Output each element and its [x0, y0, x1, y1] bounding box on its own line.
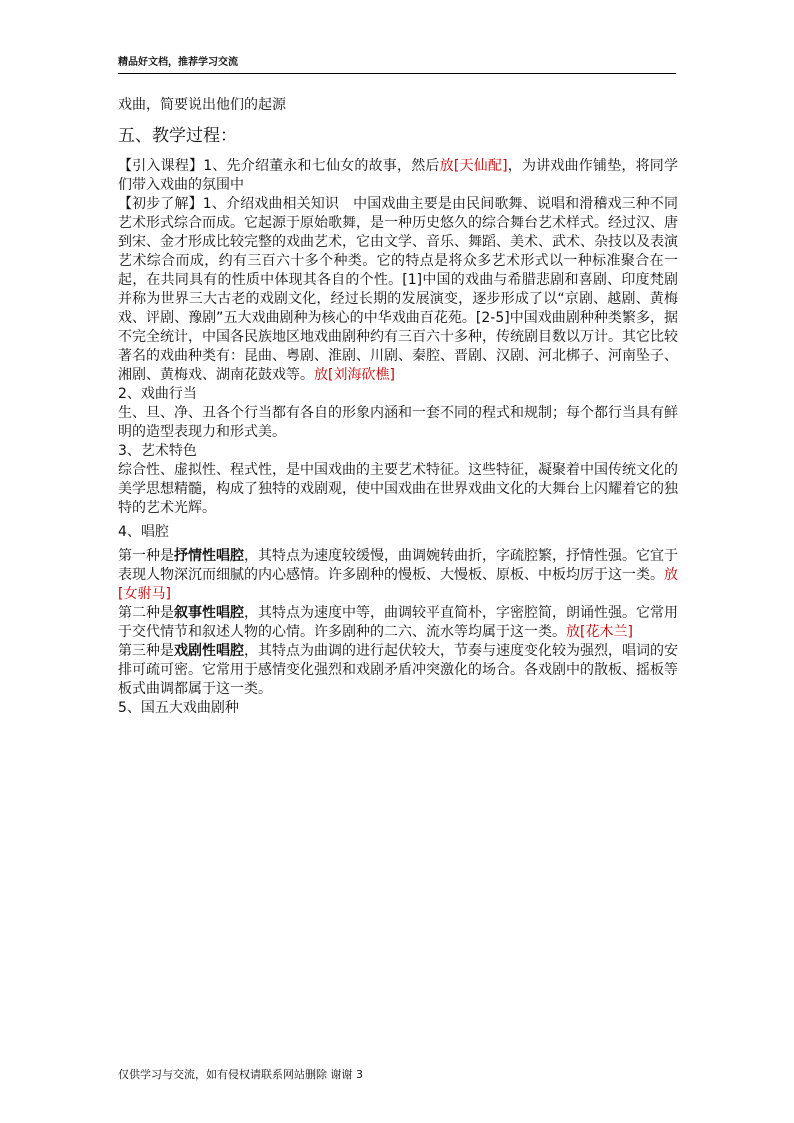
narrative-term: 叙事性唱腔 — [174, 605, 244, 621]
header-text: 精品好文档，推荐学习交流 — [118, 57, 238, 68]
heading-roles: 2、戏曲行当 — [118, 386, 197, 402]
intro-course-text: 【引入课程】1、先介绍董永和七仙女的故事，然后 — [118, 158, 440, 174]
page-footer — [118, 1068, 363, 1082]
paragraph-intro-course — [118, 157, 678, 195]
document-body — [118, 96, 678, 718]
play-nvfuma-link[interactable]: 放[女驸马] — [118, 567, 678, 602]
paragraph-initial-understanding — [118, 195, 678, 385]
paragraph-dramatic-style — [118, 642, 678, 699]
lyrical-prefix: 第一种是 — [118, 548, 174, 564]
heading-art-features: 3、艺术特色 — [118, 443, 197, 459]
paragraph-roles: 生、旦、净、丑各个行当都有各自的形象内涵和一套不同的程式和规制；每个都行当具有鲜明的造型表现力和形式美。 — [118, 405, 678, 440]
intro-line: 戏曲，简要说出他们的起源 — [118, 97, 286, 113]
heading-five-operas: 5、国五大戏曲剧种 — [118, 700, 239, 716]
section-title: 五、教学过程： — [118, 126, 237, 146]
paragraph-art-features: 综合性、虚拟性、程式性，是中国戏曲的主要艺术特征。这些特征，凝聚着中国传统文化的美学思想精髓，构成了独特的戏剧观，使中国戏曲在世界戏曲文化的大舞台上闪耀着它的独特的艺术光辉。 — [118, 462, 678, 516]
narrative-prefix: 第二种是 — [118, 605, 174, 621]
intro-course-text-2: ，为讲戏曲作铺垫，将同学们带入戏曲的氛围中 — [118, 158, 679, 193]
heading-singing-style: 4、唱腔 — [118, 524, 169, 540]
play-tianxianpei-link[interactable]: 放[天仙配] — [439, 158, 508, 174]
lyrical-term: 抒情性唱腔 — [174, 548, 244, 564]
play-liuhaikanqiao-link[interactable]: 放[刘海砍樵] — [314, 367, 395, 383]
page-number: 3 — [356, 1068, 363, 1081]
page-header — [118, 56, 676, 74]
dramatic-text: ，其特点为曲调的进行起伏较大，节奏与速度变化较为强烈，唱词的安排可疏可密。它常用于感情变化强烈和戏剧矛盾冲突激化的场合。各戏剧中的散板、摇板等板式曲调都属于这一类。 — [118, 643, 678, 697]
lyrical-text: ，其特点为速度较缓慢，曲调婉转曲折，字疏腔繁，抒情性强。它宜于表现人物深沉而细腻的内心感情。许多剧种的慢板、大慢板、原板、中板均厉于这一类。 — [118, 548, 678, 583]
paragraph-lyrical-style — [118, 547, 678, 604]
play-mulan-link[interactable]: 放[花木兰] — [566, 624, 633, 640]
narrative-text: ，其特点为速度中等，曲调较平直简朴，字密腔简，朗诵性强。它常用于交代情节和叙述人物的心情。许多剧种的二六、流水等均属于这一类。 — [118, 605, 678, 640]
footer-text: 仅供学习与交流，如有侵权请联系网站删除 谢谢 — [118, 1068, 353, 1081]
dramatic-term: 戏剧性唱腔 — [174, 643, 244, 659]
dramatic-prefix: 第三种是 — [118, 643, 174, 659]
paragraph-narrative-style — [118, 604, 678, 642]
initial-understanding-text: 【初步了解】1、介绍戏曲相关知识 中国戏曲主要是由民间歌舞、说唱和滑稽戏三种不同艺术形式综合而成。它起源于原始歌舞，是一种历史悠久的综合舞台艺术样式。经过汉、唐到宋、金才形成比较完整的戏曲艺术，它由文学、音乐、舞蹈、美术、武术、杂技以及表演艺术综合而成，约有三百六十多个种类。它的特点是将众多艺术形式以一种标准聚合在一起，在共同具有的性质中体现其各自的个性。[1]中国的戏曲与希腊悲剧和喜剧、印度梵剧并称为世界三大古老的戏剧文化，经过长期的发展演变，逐步形成了以“京剧、越剧、黄梅戏、评剧、豫剧”五大戏曲剧种为核心的中华戏曲百花苑。[2-5]中国戏曲剧种种类繁多，据不完全统计，中国各民族地区地戏曲剧种约有三百六十多种，传统剧目数以万计。其它比较著名的戏曲种类有：昆曲、粤剧、淮剧、川剧、秦腔、晋剧、汉剧、河北梆子、河南坠子、湘剧、黄梅戏、湖南花鼓戏等。 — [118, 196, 678, 383]
